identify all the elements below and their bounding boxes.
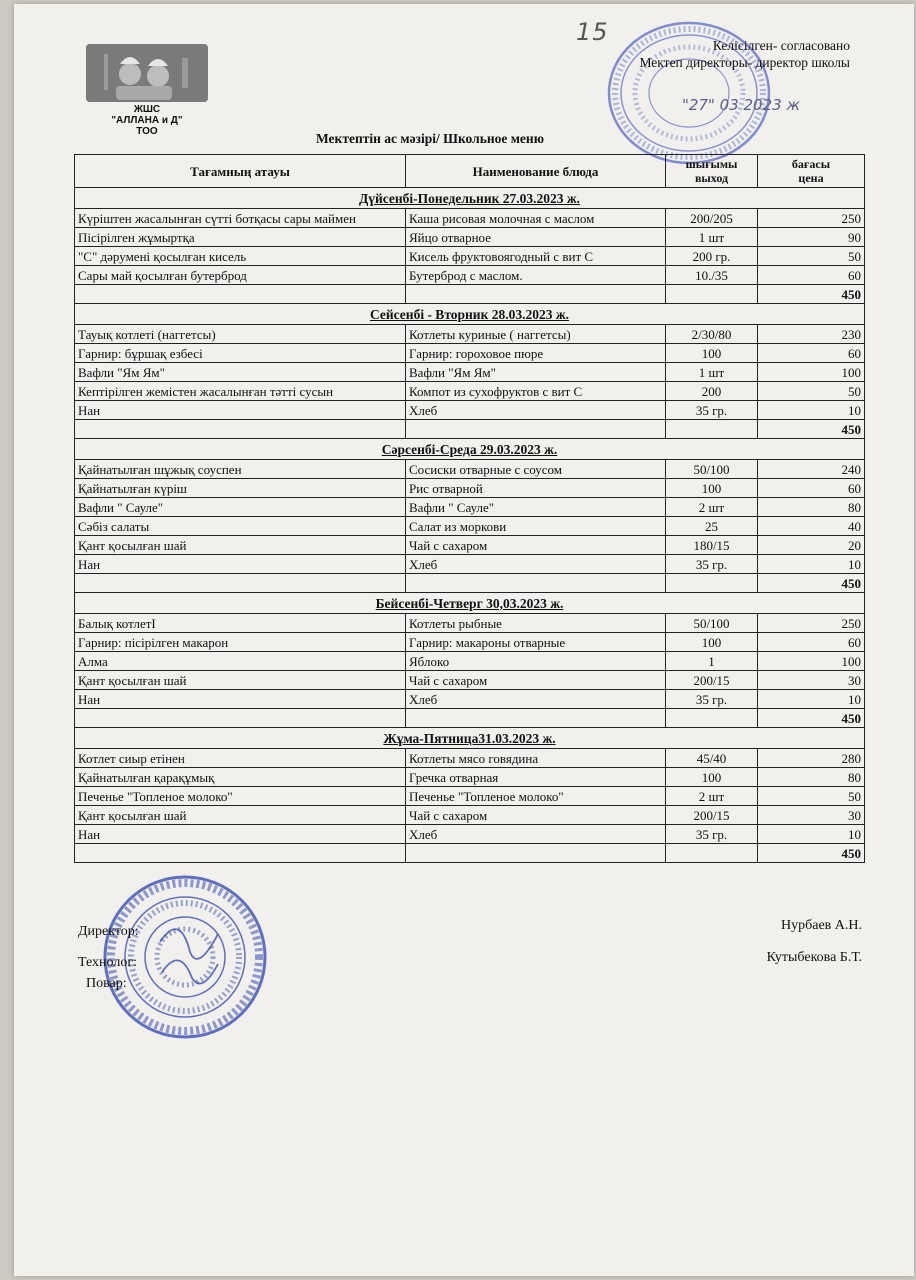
approval-date: "27" 03 2023 ж (682, 96, 800, 114)
dish-price: 50 (758, 787, 865, 806)
table-row (75, 749, 865, 768)
header-name-kz: Тағамның атауы (75, 155, 406, 188)
chef-logo-icon (86, 44, 208, 102)
dish-yield: 200 (666, 382, 758, 401)
document-page (14, 4, 914, 1276)
table-row (75, 401, 865, 420)
dish-name-ru: Кисель фруктовоягодный с вит С (406, 247, 666, 266)
empty-cell (75, 285, 406, 304)
dish-yield: 50/100 (666, 614, 758, 633)
table-row (75, 344, 865, 363)
menu-body (75, 188, 865, 863)
dish-name-ru: Яйцо отварное (406, 228, 666, 247)
dish-yield: 1 шт (666, 228, 758, 247)
table-row (75, 228, 865, 247)
dish-name-kz: Сары май қосылған бутерброд (75, 266, 406, 285)
director-label: Директор: (78, 924, 139, 939)
empty-cell (75, 709, 406, 728)
dish-price: 10 (758, 825, 865, 844)
dish-name-ru: Яблоко (406, 652, 666, 671)
dish-yield: 100 (666, 344, 758, 363)
dish-price: 100 (758, 363, 865, 382)
table-row (75, 517, 865, 536)
dish-name-ru: Хлеб (406, 401, 666, 420)
dish-yield: 100 (666, 768, 758, 787)
empty-cell (666, 285, 758, 304)
dish-name-kz: Алма (75, 652, 406, 671)
approval-line-director: Мектеп директоры- директор школы (639, 55, 850, 70)
dish-price: 30 (758, 806, 865, 825)
page-title: Мектептін ас мәзірі/ Школьное меню (315, 131, 545, 146)
approval-block (614, 37, 850, 114)
director-name: Нурбаев А.Н. (781, 918, 862, 933)
dish-name-kz: Котлет сиыр етінен (75, 749, 406, 768)
empty-cell (406, 574, 666, 593)
dish-name-kz: Қайнатылған қарақұмық (75, 768, 406, 787)
table-row (75, 382, 865, 401)
day-heading-row (75, 188, 865, 209)
dish-name-ru: Гречка отварная (406, 768, 666, 787)
dish-price: 10 (758, 401, 865, 420)
dish-name-kz: Нан (75, 690, 406, 709)
table-row (75, 536, 865, 555)
dish-yield: 2/30/80 (666, 325, 758, 344)
dish-yield: 1 (666, 652, 758, 671)
dish-name-ru: Котлеты рыбные (406, 614, 666, 633)
table-row (75, 806, 865, 825)
dish-name-ru: Печенье "Топленое молоко" (406, 787, 666, 806)
dish-yield: 100 (666, 479, 758, 498)
dish-name-ru: Каша рисовая молочная с маслом (406, 209, 666, 228)
dish-price: 80 (758, 498, 865, 517)
dish-name-kz: Гарнир: бұршақ езбесі (75, 344, 406, 363)
day-heading: Бейсенбі-Четверг 30,03.2023 ж. (75, 593, 865, 614)
table-row (75, 363, 865, 382)
total-row (75, 709, 865, 728)
day-heading: Сейсенбі - Вторник 28.03.2023 ж. (75, 304, 865, 325)
dish-yield: 35 гр. (666, 401, 758, 420)
dish-name-ru: Чай с сахаром (406, 536, 666, 555)
dish-name-kz: Күріштен жасалынған сүтті ботқасы сары маймен (75, 209, 406, 228)
dish-price: 20 (758, 536, 865, 555)
dish-name-ru: Компот из сухофруктов с вит С (406, 382, 666, 401)
day-total: 450 (758, 844, 865, 863)
technologist-name: Кутыбекова Б.Т. (766, 950, 862, 965)
dish-yield: 1 шт (666, 363, 758, 382)
table-row (75, 460, 865, 479)
dish-name-ru: Чай с сахаром (406, 671, 666, 690)
approval-line-agreed: Келісілген- согласовано (712, 38, 850, 53)
dish-name-ru: Хлеб (406, 690, 666, 709)
empty-cell (666, 844, 758, 863)
dish-name-ru: Хлеб (406, 825, 666, 844)
dish-name-ru: Вафли " Сауле" (406, 498, 666, 517)
dish-yield: 45/40 (666, 749, 758, 768)
empty-cell (406, 420, 666, 439)
table-row (75, 479, 865, 498)
dish-price: 240 (758, 460, 865, 479)
empty-cell (666, 420, 758, 439)
dish-price: 280 (758, 749, 865, 768)
dish-name-ru: Гарнир: гороховое пюре (406, 344, 666, 363)
table-row (75, 787, 865, 806)
day-heading: Дүйсенбі-Понедельник 27.03.2023 ж. (75, 188, 865, 209)
dish-name-ru: Салат из моркови (406, 517, 666, 536)
dish-yield: 200/15 (666, 806, 758, 825)
dish-name-ru: Чай с сахаром (406, 806, 666, 825)
empty-cell (666, 709, 758, 728)
technologist-label: Технолог: (78, 955, 137, 970)
menu-table (74, 154, 865, 863)
day-total: 450 (758, 420, 865, 439)
day-total: 450 (758, 709, 865, 728)
header-yield: шығымы выход (666, 155, 758, 188)
table-row (75, 247, 865, 266)
dish-name-kz: "С" дәрумені қосылған кисель (75, 247, 406, 266)
dish-name-kz: Гарнир: пісірілген макарон (75, 633, 406, 652)
dish-price: 10 (758, 555, 865, 574)
day-heading-row (75, 728, 865, 749)
empty-cell (75, 420, 406, 439)
page-number: 15 (576, 18, 609, 46)
dish-name-kz: Печенье "Топленое молоко" (75, 787, 406, 806)
dish-name-ru: Котлеты мясо говядина (406, 749, 666, 768)
dish-price: 90 (758, 228, 865, 247)
total-row (75, 574, 865, 593)
dish-price: 30 (758, 671, 865, 690)
dish-name-kz: Нан (75, 401, 406, 420)
dish-yield: 35 гр. (666, 825, 758, 844)
dish-yield: 100 (666, 633, 758, 652)
table-row (75, 614, 865, 633)
empty-cell (666, 574, 758, 593)
table-row (75, 266, 865, 285)
dish-price: 60 (758, 266, 865, 285)
dish-price: 100 (758, 652, 865, 671)
total-row (75, 285, 865, 304)
dish-yield: 10./35 (666, 266, 758, 285)
table-row (75, 498, 865, 517)
table-row (75, 690, 865, 709)
cook-label: Повар: (86, 976, 127, 991)
table-row (75, 209, 865, 228)
dish-price: 40 (758, 517, 865, 536)
dish-name-kz: Вафли " Сауле" (75, 498, 406, 517)
dish-name-ru: Котлеты куриные ( наггетсы) (406, 325, 666, 344)
dish-price: 230 (758, 325, 865, 344)
empty-cell (406, 709, 666, 728)
day-total: 450 (758, 574, 865, 593)
day-heading-row (75, 593, 865, 614)
empty-cell (75, 844, 406, 863)
dish-name-kz: Қант қосылған шай (75, 671, 406, 690)
empty-cell (406, 844, 666, 863)
dish-price: 250 (758, 614, 865, 633)
dish-price: 60 (758, 479, 865, 498)
header-name-ru: Наименование блюда (406, 155, 666, 188)
dish-yield: 200/15 (666, 671, 758, 690)
dish-name-ru: Вафли "Ям Ям" (406, 363, 666, 382)
table-row (75, 555, 865, 574)
day-total: 450 (758, 285, 865, 304)
dish-name-kz: Пісірілген жұмыртқа (75, 228, 406, 247)
dish-name-kz: Нан (75, 825, 406, 844)
empty-cell (406, 285, 666, 304)
dish-name-ru: Хлеб (406, 555, 666, 574)
day-heading-row (75, 439, 865, 460)
table-row (75, 633, 865, 652)
company-name: ЖШС "АЛЛАНА и Д" ТОО (111, 104, 183, 137)
dish-price: 50 (758, 247, 865, 266)
dish-yield: 35 гр. (666, 555, 758, 574)
dish-name-kz: Қайнатылған күріш (75, 479, 406, 498)
table-row (75, 768, 865, 787)
day-heading-row (75, 304, 865, 325)
day-heading: Сәрсенбі-Среда 29.03.2023 ж. (75, 439, 865, 460)
dish-name-kz: Сәбіз салаты (75, 517, 406, 536)
total-row (75, 844, 865, 863)
dish-price: 80 (758, 768, 865, 787)
dish-name-ru: Рис отварной (406, 479, 666, 498)
table-header-row (75, 155, 865, 188)
dish-price: 50 (758, 382, 865, 401)
dish-price: 250 (758, 209, 865, 228)
dish-name-ru: Сосиски отварные с соусом (406, 460, 666, 479)
header-price: бағасы цена (758, 155, 865, 188)
dish-yield: 2 шт (666, 787, 758, 806)
dish-name-kz: Қант қосылған шай (75, 806, 406, 825)
dish-yield: 2 шт (666, 498, 758, 517)
dish-yield: 25 (666, 517, 758, 536)
dish-name-kz: Вафли "Ям Ям" (75, 363, 406, 382)
total-row (75, 420, 865, 439)
table-row (75, 825, 865, 844)
table-row (75, 325, 865, 344)
dish-yield: 200/205 (666, 209, 758, 228)
dish-name-ru: Гарнир: макароны отварные (406, 633, 666, 652)
dish-yield: 200 гр. (666, 247, 758, 266)
empty-cell (75, 574, 406, 593)
dish-price: 10 (758, 690, 865, 709)
day-heading: Жұма-Пятница31.03.2023 ж. (75, 728, 865, 749)
dish-name-kz: Қант қосылған шай (75, 536, 406, 555)
dish-yield: 180/15 (666, 536, 758, 555)
dish-name-kz: Балық котлетІ (75, 614, 406, 633)
dish-yield: 35 гр. (666, 690, 758, 709)
dish-price: 60 (758, 344, 865, 363)
dish-name-kz: Қайнатылған шұжық соуспен (75, 460, 406, 479)
dish-name-kz: Нан (75, 555, 406, 574)
table-row (75, 652, 865, 671)
dish-yield: 50/100 (666, 460, 758, 479)
table-row (75, 671, 865, 690)
dish-name-kz: Тауық котлеті (наггетсы) (75, 325, 406, 344)
dish-name-kz: Кептірілген жемістен жасалынған тәтті сусын (75, 382, 406, 401)
dish-price: 60 (758, 633, 865, 652)
dish-name-ru: Бутерброд с маслом. (406, 266, 666, 285)
